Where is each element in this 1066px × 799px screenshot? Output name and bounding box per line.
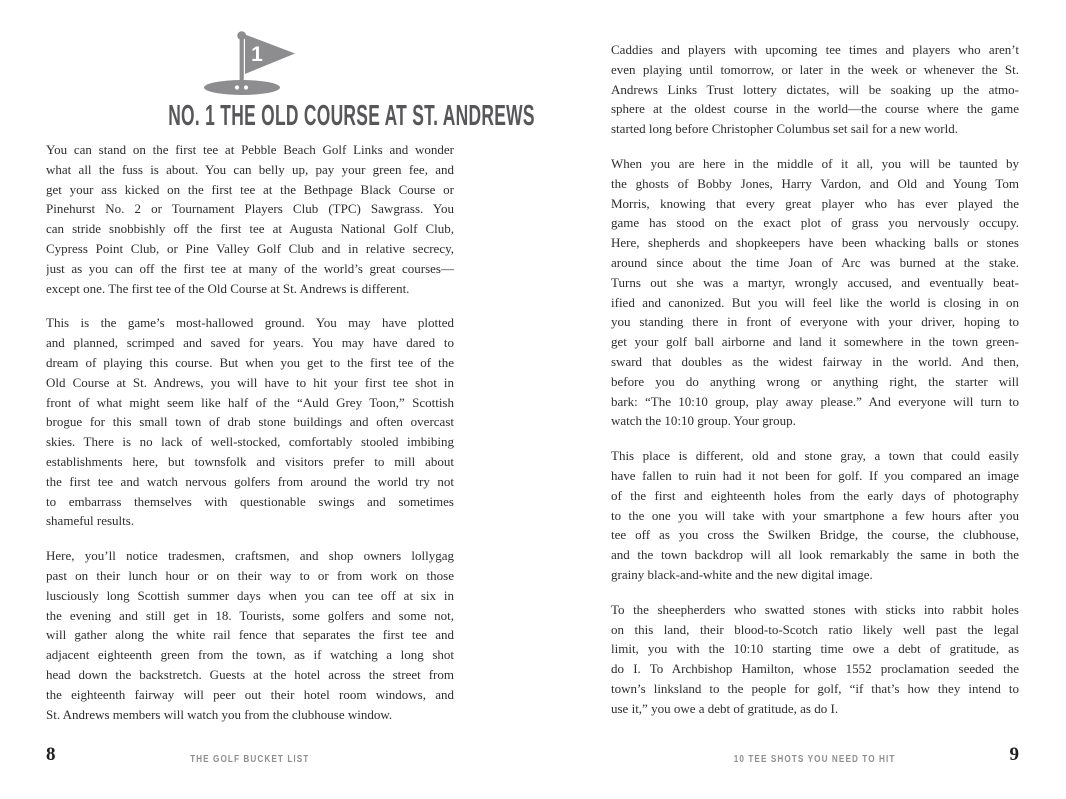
text-line: limit, you with the 10:10 starting time owe a debt of gratitude, as: [611, 641, 1019, 657]
text-line: front of what might seem like half of the “Auld Grey Toon,” Scottish: [46, 394, 454, 410]
paragraph: [611, 154, 1019, 431]
paragraph: [46, 140, 454, 298]
text-line: head down the backstretch. Guests at the hotel across the street from: [46, 666, 454, 682]
text-line: You can stand on the first tee at Pebble Beach Golf Links and wonder: [46, 142, 454, 157]
text-line: before you do anything wrong or anything right, the starter will: [611, 373, 1019, 389]
paragraph: [611, 446, 1019, 585]
text-line: adjacent eighteenth green from the town, as if watching a long shot: [46, 647, 454, 663]
left-page-body: [46, 140, 454, 724]
text-line: will gather along the white rail fence that separates the first tee and: [46, 627, 454, 643]
text-line: except one. The first tee of the Old Course at St. Andrews is different.: [46, 280, 410, 296]
paragraph: [611, 600, 1019, 719]
paragraph: [611, 40, 1019, 139]
text-line: brogue for this small town of drab stone buildings and often overcast: [46, 414, 454, 430]
flag-number: 1: [251, 43, 263, 66]
right-page-footer: [611, 744, 1019, 766]
text-line: Caddies and players with upcoming tee times and players who aren’t: [611, 42, 1019, 57]
text-line: Pinehurst No. 2 or Tournament Players Club (TPC) Sawgrass. You: [46, 201, 454, 217]
chapter-ornament: [46, 0, 454, 96]
text-line: on this land, their blood-to-Scotch ratio likely well past the legal: [611, 621, 1019, 637]
text-line: sphere at the oldest course in the world—the course where the game: [611, 101, 1019, 117]
left-page-number: 8: [46, 744, 56, 765]
text-line: game has stood on the exact plot of grass you nervously occupy.: [611, 215, 1019, 231]
text-line: St. Andrews members will watch you from the clubhouse window.: [46, 706, 393, 722]
paragraph: [46, 546, 454, 724]
text-line: dream of playing this course. But when you get to the first tee of the: [46, 354, 454, 370]
text-line: grainy black-and-white and the new digital image.: [611, 566, 873, 582]
chapter-title: [46, 100, 535, 132]
left-running-foot: [46, 749, 454, 767]
text-line: of the first and eighteenth holes from the early days of photography: [611, 487, 1019, 503]
text-line: and planned, scrimped and saved for years. You may have dared to: [46, 335, 454, 351]
text-line: started long before Christopher Columbus set sail for a new world.: [611, 121, 958, 137]
text-line: what all the fuss is about. You can belly up, pay your green fee, and: [46, 161, 454, 177]
text-line: lusciously long Scottish summer days when you can tee off at six in: [46, 587, 454, 603]
text-line: This is the game’s most-hallowed ground. You may have plotted: [46, 315, 454, 331]
text-line: sward that doubles as the widest fairway in the world. And then,: [611, 353, 1019, 369]
text-line: skies. There is no lack of well-stocked, comfortably stooled imbibing: [46, 434, 454, 450]
right-page-body: [611, 0, 1019, 719]
text-line: establishments here, but townsfolk and visitors prefer to mill about: [46, 453, 454, 469]
golf-flag-icon: [202, 30, 298, 96]
text-line: Old Course at St. Andrews, you will have to hit your first tee shot in: [46, 374, 454, 390]
text-line: can stride snobbishly off the first tee at Augusta National Golf Club,: [46, 221, 454, 237]
text-line: get your golf ball airborne and land it somewhere in the town green-: [611, 334, 1019, 350]
text-line: to the one you will take with your smartphone a few hours after you: [611, 507, 1019, 523]
paragraph: [46, 313, 454, 531]
text-line: to embarrass themselves with questionable swings and sometimes: [46, 493, 454, 509]
left-running-foot-text: THE GOLF BUCKET LIST: [190, 754, 310, 765]
text-line: get your ass kicked on the first tee at the Bethpage Black Course or: [46, 181, 454, 197]
text-line: To the sheepherders who swatted stones with sticks into rabbit holes: [611, 601, 1019, 617]
left-page-footer: [46, 744, 454, 766]
text-line: watch the 10:10 group. Your group.: [611, 413, 796, 429]
text-line: Turns out she was a martyr, wrongly accused, and eventually beat-: [611, 274, 1019, 290]
text-line: around since about the time Joan of Arc was burned at the stake.: [611, 254, 1019, 270]
text-line: Cypress Point Club, or Pine Valley Golf Club and in relative secrecy,: [46, 240, 454, 256]
text-line: have fallen to ruin had it not been for golf. If you compared an image: [611, 467, 1019, 483]
text-line: shameful results.: [46, 513, 135, 529]
text-line: Andrews Links Trust lottery dictates, will be soaking up the atmo-: [611, 81, 1019, 97]
text-line: you standing there in front of everyone with your driver, hoping to: [611, 314, 1019, 330]
text-line: even playing until tomorrow, or later in the week or whenever the St.: [611, 61, 1019, 77]
text-line: just as you can off the first tee at many of the world’s great courses—: [46, 260, 454, 276]
text-line: tee off as you cross the Swilken Bridge, the course, the clubhouse,: [611, 527, 1019, 543]
text-line: past on their lunch hour or on their way to or from work on those: [46, 567, 454, 583]
text-line: Morris, knowing that every great player who has ever played the: [611, 195, 1019, 211]
text-line: ified and canonized. But you will feel like the world is closing in on: [611, 294, 1019, 310]
text-line: bark: “The 10:10 group, play away please.” And everyone will turn to: [611, 393, 1019, 409]
text-line: This place is different, old and stone gray, a town that could easily: [611, 448, 1019, 464]
right-running-foot: [611, 749, 1019, 767]
left-page: [46, 0, 535, 799]
text-line: the eighteenth fairway will peer out their hotel room windows, and: [46, 686, 454, 702]
text-line: the ghosts of Bobby Jones, Harry Vardon, and Old and Young Tom: [611, 175, 1019, 191]
text-line: Here, you’ll notice tradesmen, craftsmen, and shop owners lollygag: [46, 548, 454, 564]
text-line: and the town backdrop will all look remarkably the same in both the: [611, 547, 1019, 563]
text-line: use it,” you owe a debt of gratitude, as do I.: [611, 700, 839, 716]
right-page: [611, 0, 1019, 799]
right-running-foot-text: 10 TEE SHOTS YOU NEED TO HIT: [734, 754, 896, 765]
text-line: the evening and still get in 18. Tourists, some golfers and some not,: [46, 607, 454, 623]
chapter-title-text: NO. 1 THE OLD COURSE AT ST. ANDREWS: [168, 100, 535, 132]
text-line: town’s linksland to the people for golf, “if that’s how they intend to: [611, 680, 1019, 696]
text-line: the first tee and watch nervous golfers from around the world try not: [46, 473, 454, 489]
text-line: do I. To Archbishop Hamilton, whose 1552 proclamation seeded the: [611, 661, 1019, 677]
right-page-number: 9: [1009, 744, 1019, 765]
text-line: When you are here in the middle of it all, you will be taunted by: [611, 155, 1019, 171]
text-line: Here, shepherds and shopkeepers have been whacking balls or stones: [611, 235, 1019, 251]
